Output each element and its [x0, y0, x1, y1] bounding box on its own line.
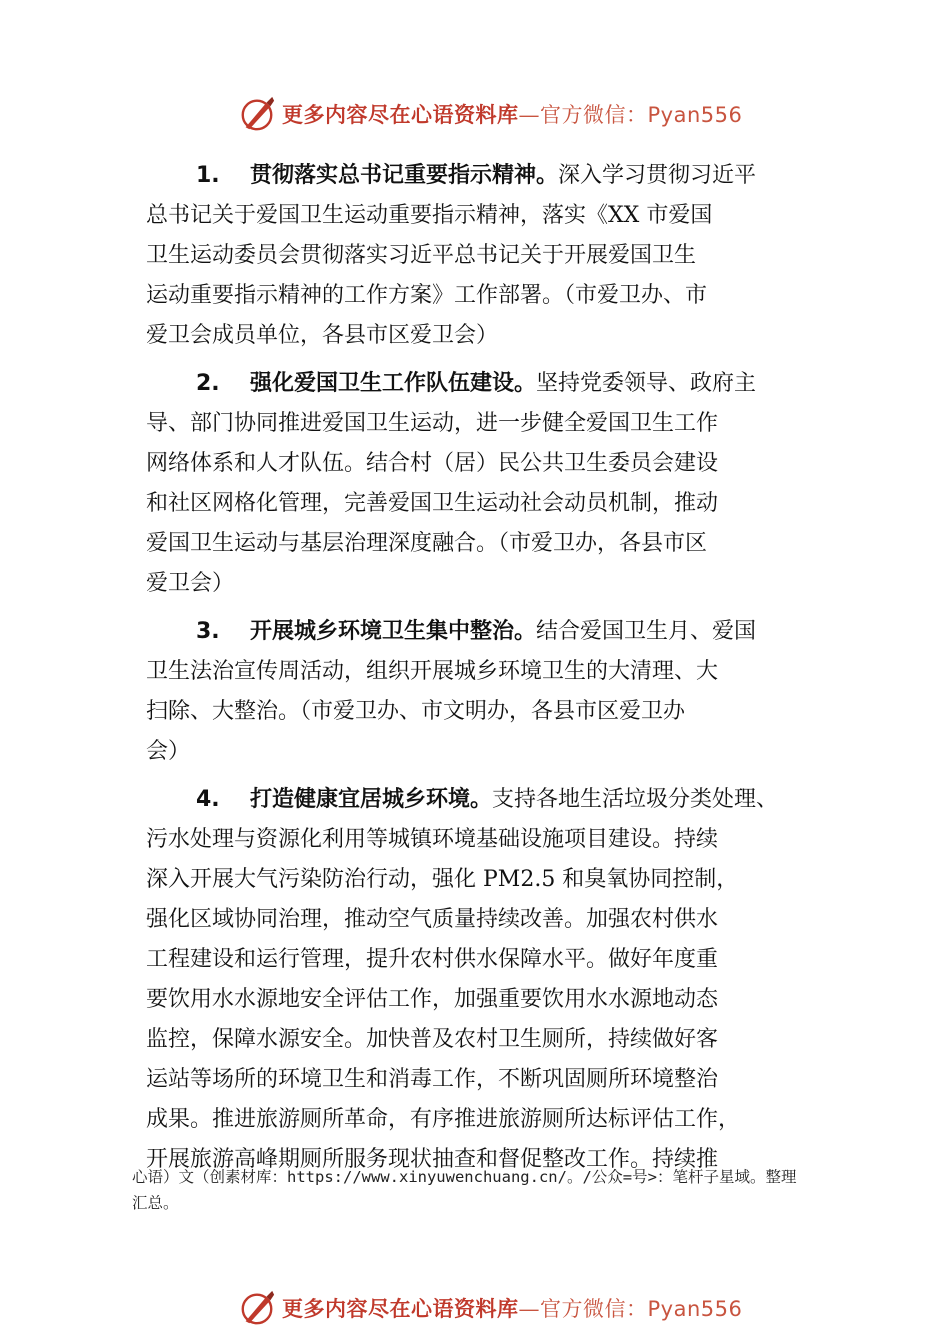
document-body [146, 156, 836, 1180]
item-text: 卫生运动委员会贯彻落实习近平总书记关于开展爱国卫生 [146, 243, 697, 268]
banner-separator: — [518, 103, 540, 127]
item-text: 坚持党委领导、政府主 [536, 371, 757, 396]
item-number: 4. [196, 787, 220, 812]
list-item-1 [146, 156, 836, 356]
item-text: 扫除、大整治。（市爱卫办、市文明办，各县市区爱卫办 [146, 699, 686, 724]
item-title: 开展城乡环境卫生集中整治。 [250, 619, 537, 644]
header-banner [238, 94, 742, 134]
banner-wechat-id: Pyan556 [647, 1297, 743, 1321]
item-text: 结合爱国卫生月、爱国 [536, 619, 757, 644]
banner-official-label: 官方微信： [540, 103, 648, 127]
item-text: 支持各地生活垃圾分类处理、 [492, 787, 779, 812]
item-text: 深入开展大气污染防治行动，强化 PM2.5 和臭氧协同控制， [146, 867, 739, 892]
item-text: 总书记关于爱国卫生运动重要指示精神，落实《XX 市爱国 [146, 203, 713, 228]
banner-title: 更多内容尽在心语资料库 [282, 102, 519, 127]
list-item-3 [146, 612, 836, 772]
list-item-2 [146, 364, 836, 604]
item-text: 爱国卫生运动与基层治理深度融合。（市爱卫办，各县市区 [146, 531, 708, 556]
item-text: 爱卫会） [146, 571, 235, 596]
item-text: 成果。推进旅游厕所革命，有序推进旅游厕所达标评估工作， [146, 1107, 741, 1132]
item-text: 监控，保障水源安全。加快普及农村卫生厕所，持续做好客 [146, 1027, 719, 1052]
pen-logo-icon [238, 1289, 276, 1327]
item-text: 污水处理与资源化利用等城镇环境基础设施项目建设。持续 [146, 827, 719, 852]
pen-logo-icon [238, 95, 276, 133]
item-text: 强化区域协同治理，推动空气质量持续改善。加强农村供水 [146, 907, 719, 932]
item-text: 爱卫会成员单位，各县市区爱卫会） [146, 323, 499, 348]
item-text: 卫生法治宣传周活动，组织开展城乡环境卫生的大清理、大 [146, 659, 719, 684]
item-text: 网络体系和人才队伍。结合村（居）民公共卫生委员会建设 [146, 451, 719, 476]
item-text: 导、部门协同推进爱国卫生运动，进一步健全爱国卫生工作 [146, 411, 719, 436]
item-number: 1. [196, 163, 220, 188]
footnote-line: 汇总。 [132, 1194, 179, 1212]
item-text: 会） [146, 739, 191, 764]
item-text: 工程建设和运行管理，提升农村供水保障水平。做好年度重 [146, 947, 719, 972]
item-text: 运动重要指示精神的工作方案》工作部署。（市爱卫办、市 [146, 283, 708, 308]
item-text: 深入学习贯彻习近平 [558, 163, 757, 188]
item-text: 和社区网格化管理，完善爱国卫生运动社会动员机制，推动 [146, 491, 719, 516]
banner-separator: — [518, 1297, 540, 1321]
item-text: 要饮用水水源地安全评估工作，加强重要饮用水水源地动态 [146, 987, 719, 1012]
footnote [132, 1164, 842, 1216]
item-number: 3. [196, 619, 220, 644]
banner-text [282, 1293, 742, 1323]
footer-banner [238, 1288, 742, 1328]
item-title: 贯彻落实总书记重要指示精神。 [250, 163, 559, 188]
footnote-line: 心语）文（创素材库：https://www.xinyuwenchuang.cn/。/公众=号>：笔杆子星域。整理 [132, 1168, 797, 1186]
item-title: 强化爱国卫生工作队伍建设。 [250, 371, 537, 396]
banner-official-label: 官方微信： [540, 1297, 648, 1321]
banner-wechat-id: Pyan556 [647, 103, 743, 127]
item-text: 运站等场所的环境卫生和消毒工作，不断巩固厕所环境整治 [146, 1067, 719, 1092]
list-item-4 [146, 780, 836, 1180]
banner-text [282, 99, 742, 129]
banner-title: 更多内容尽在心语资料库 [282, 1296, 519, 1321]
item-title: 打造健康宜居城乡环境。 [250, 787, 493, 812]
item-number: 2. [196, 371, 220, 396]
item-text: 开展旅游高峰期厕所服务现状抽查和督促整改工作。持续推 [146, 1147, 719, 1172]
